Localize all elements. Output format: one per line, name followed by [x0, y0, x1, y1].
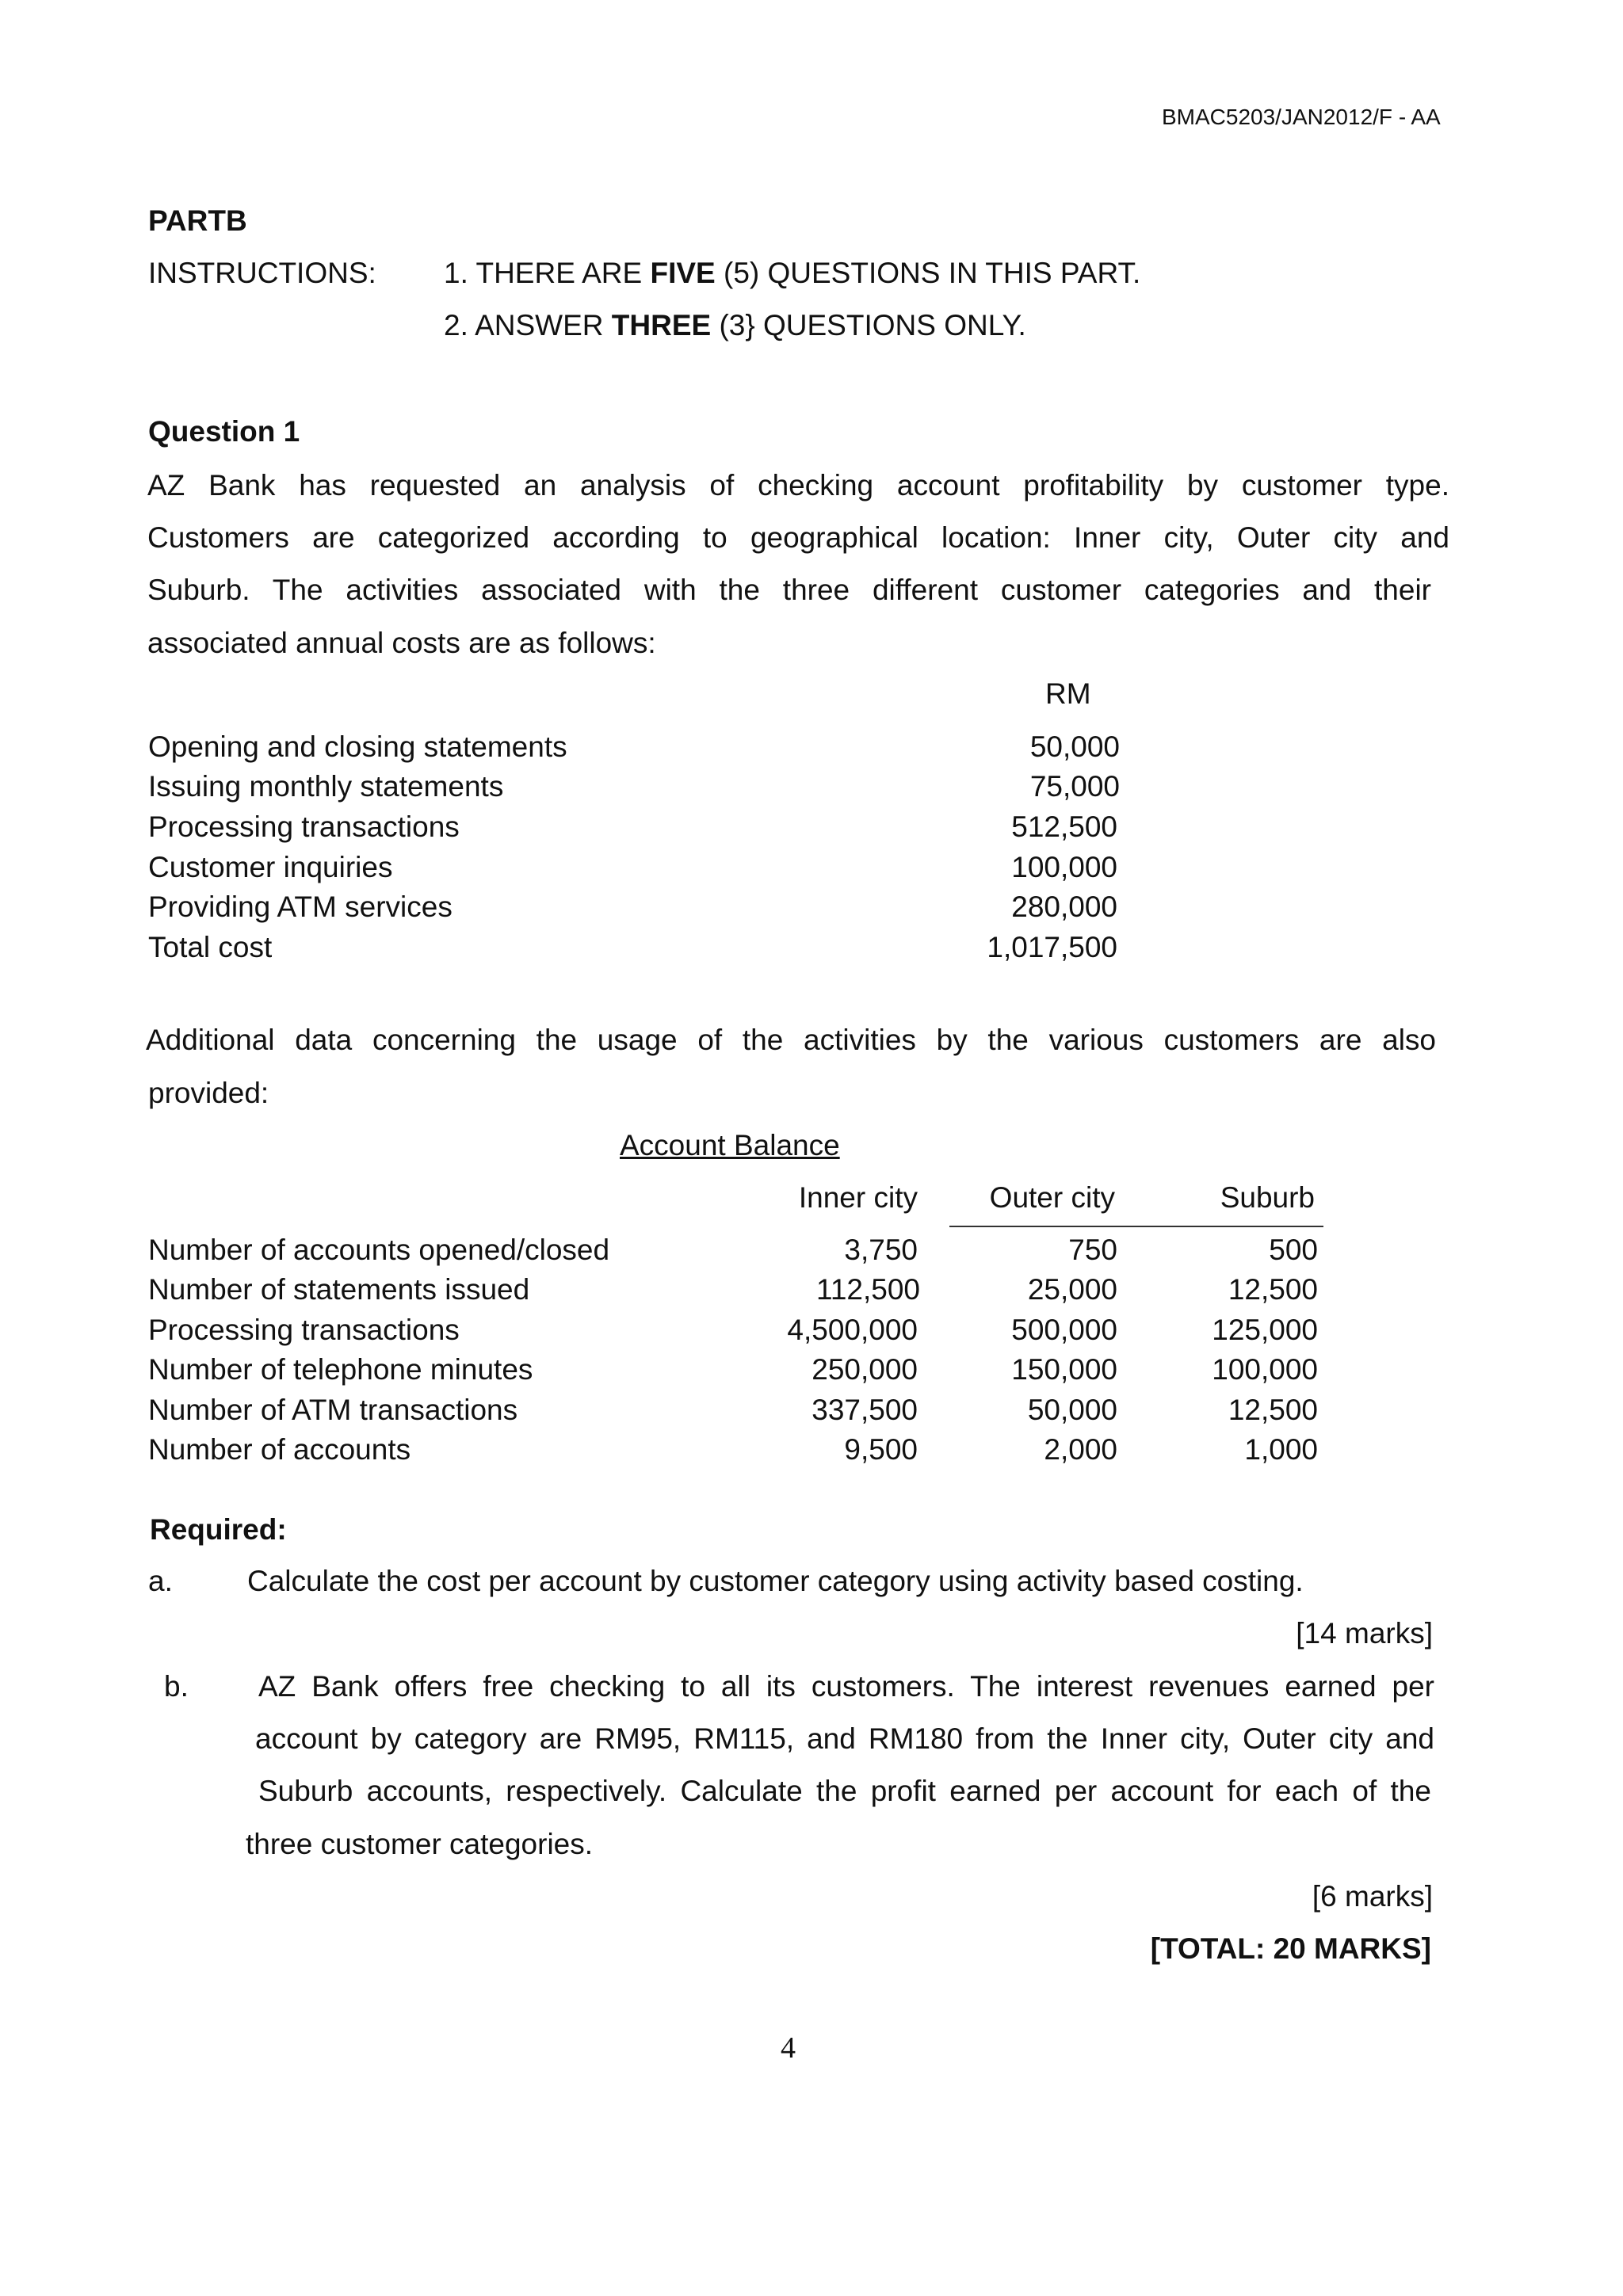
cost-label: Issuing monthly statements: [148, 770, 504, 803]
column-header-outer-city: Outer city: [989, 1181, 1115, 1214]
cost-value: 100,000: [1011, 851, 1117, 883]
usage-value-outer-city: 750: [1068, 1234, 1117, 1266]
intro-line-3: Suburb. The activities associated with the three different customer categories and their: [147, 574, 1431, 606]
usage-caption: Account Balance: [620, 1129, 840, 1161]
part-b-line-4: three customer categories.: [246, 1828, 594, 1860]
usage-label: Number of telephone minutes: [148, 1353, 533, 1386]
additional-line-2: provided:: [148, 1077, 269, 1109]
document-code: BMAC5203/JAN2012/F - AA: [1162, 105, 1441, 129]
usage-label: Number of ATM transactions: [148, 1394, 518, 1426]
usage-label: Processing transactions: [148, 1314, 460, 1346]
cost-value: 50,000: [1029, 730, 1120, 763]
intro-line-4: associated annual costs are as follows:: [147, 627, 656, 659]
usage-label: Number of statements issued: [148, 1273, 530, 1306]
usage-value-outer-city: 25,000: [1027, 1273, 1117, 1306]
usage-value-outer-city: 150,000: [1011, 1353, 1117, 1386]
question-title: Question 1: [148, 415, 300, 448]
usage-value-inner-city: 112,500: [816, 1273, 920, 1306]
usage-value-inner-city: 9,500: [844, 1433, 918, 1466]
instruction-line-2: 2. ANSWER THREE (3} QUESTIONS ONLY.: [444, 309, 1026, 341]
cost-label: Providing ATM services: [148, 891, 453, 923]
cost-currency-header: RM: [1045, 677, 1091, 710]
required-title: Required:: [150, 1513, 287, 1546]
usage-value-suburb: 1,000: [1244, 1433, 1318, 1466]
instructions-label: INSTRUCTIONS:: [148, 257, 376, 289]
usage-value-inner-city: 250,000: [812, 1353, 918, 1386]
cost-value: 512,500: [1011, 810, 1117, 843]
intro-line-1: AZ Bank has requested an analysis of checking account profitability by customer type.: [147, 469, 1449, 502]
usage-value-outer-city: 500,000: [1011, 1314, 1117, 1346]
cost-label: Opening and closing statements: [148, 730, 567, 763]
usage-label: Number of accounts opened/closed: [148, 1234, 610, 1266]
usage-value-suburb: 500: [1269, 1234, 1318, 1266]
usage-value-outer-city: 50,000: [1027, 1394, 1117, 1426]
part-b-marks: [6 marks]: [1312, 1880, 1433, 1913]
part-a-text: Calculate the cost per account by customer category using activity based costing.: [247, 1565, 1304, 1597]
part-a-marks: [14 marks]: [1296, 1617, 1433, 1650]
instruction-line-1: 1. THERE ARE FIVE (5) QUESTIONS IN THIS PART.: [444, 257, 1141, 289]
usage-value-suburb: 12,500: [1228, 1394, 1318, 1426]
usage-value-inner-city: 337,500: [812, 1394, 918, 1426]
part-b-letter: b.: [164, 1670, 189, 1703]
part-b-line-2: account by category are RM95, RM115, and RM180 from the Inner city, Outer city and: [255, 1722, 1434, 1755]
column-header-suburb: Suburb: [1220, 1181, 1315, 1214]
page-number: 4: [781, 2031, 796, 2065]
usage-value-inner-city: 4,500,000: [787, 1314, 918, 1346]
cost-value: 280,000: [1011, 891, 1117, 923]
cost-value: 1,017,500: [987, 931, 1117, 963]
part-b-line-3: Suburb accounts, respectively. Calculate the profit earned per account for each of the: [258, 1775, 1431, 1807]
usage-value-outer-city: 2,000: [1044, 1433, 1117, 1466]
part-b-line-1: AZ Bank offers free checking to all its customers. The interest revenues earned per: [258, 1670, 1434, 1703]
column-header-inner-city: Inner city: [798, 1181, 918, 1214]
column-header-rule: [949, 1226, 1323, 1227]
usage-value-suburb: 125,000: [1212, 1314, 1318, 1346]
usage-value-suburb: 12,500: [1228, 1273, 1318, 1306]
intro-line-2: Customers are categorized according to geographical location: Inner city, Outer city and: [147, 521, 1449, 554]
cost-label: Processing transactions: [148, 810, 460, 843]
total-marks: [TOTAL: 20 MARKS]: [1150, 1932, 1431, 1965]
usage-value-suburb: 100,000: [1212, 1353, 1318, 1386]
additional-line-1: Additional data concerning the usage of the activities by the various customers are also: [146, 1024, 1436, 1056]
usage-value-inner-city: 3,750: [844, 1234, 918, 1266]
cost-label: Total cost: [148, 931, 273, 963]
part-a-letter: a.: [148, 1565, 173, 1597]
part-title: PARTB: [148, 204, 247, 237]
usage-label: Number of accounts: [148, 1433, 411, 1466]
cost-value: 75,000: [1029, 770, 1120, 803]
cost-label: Customer inquiries: [148, 851, 393, 883]
